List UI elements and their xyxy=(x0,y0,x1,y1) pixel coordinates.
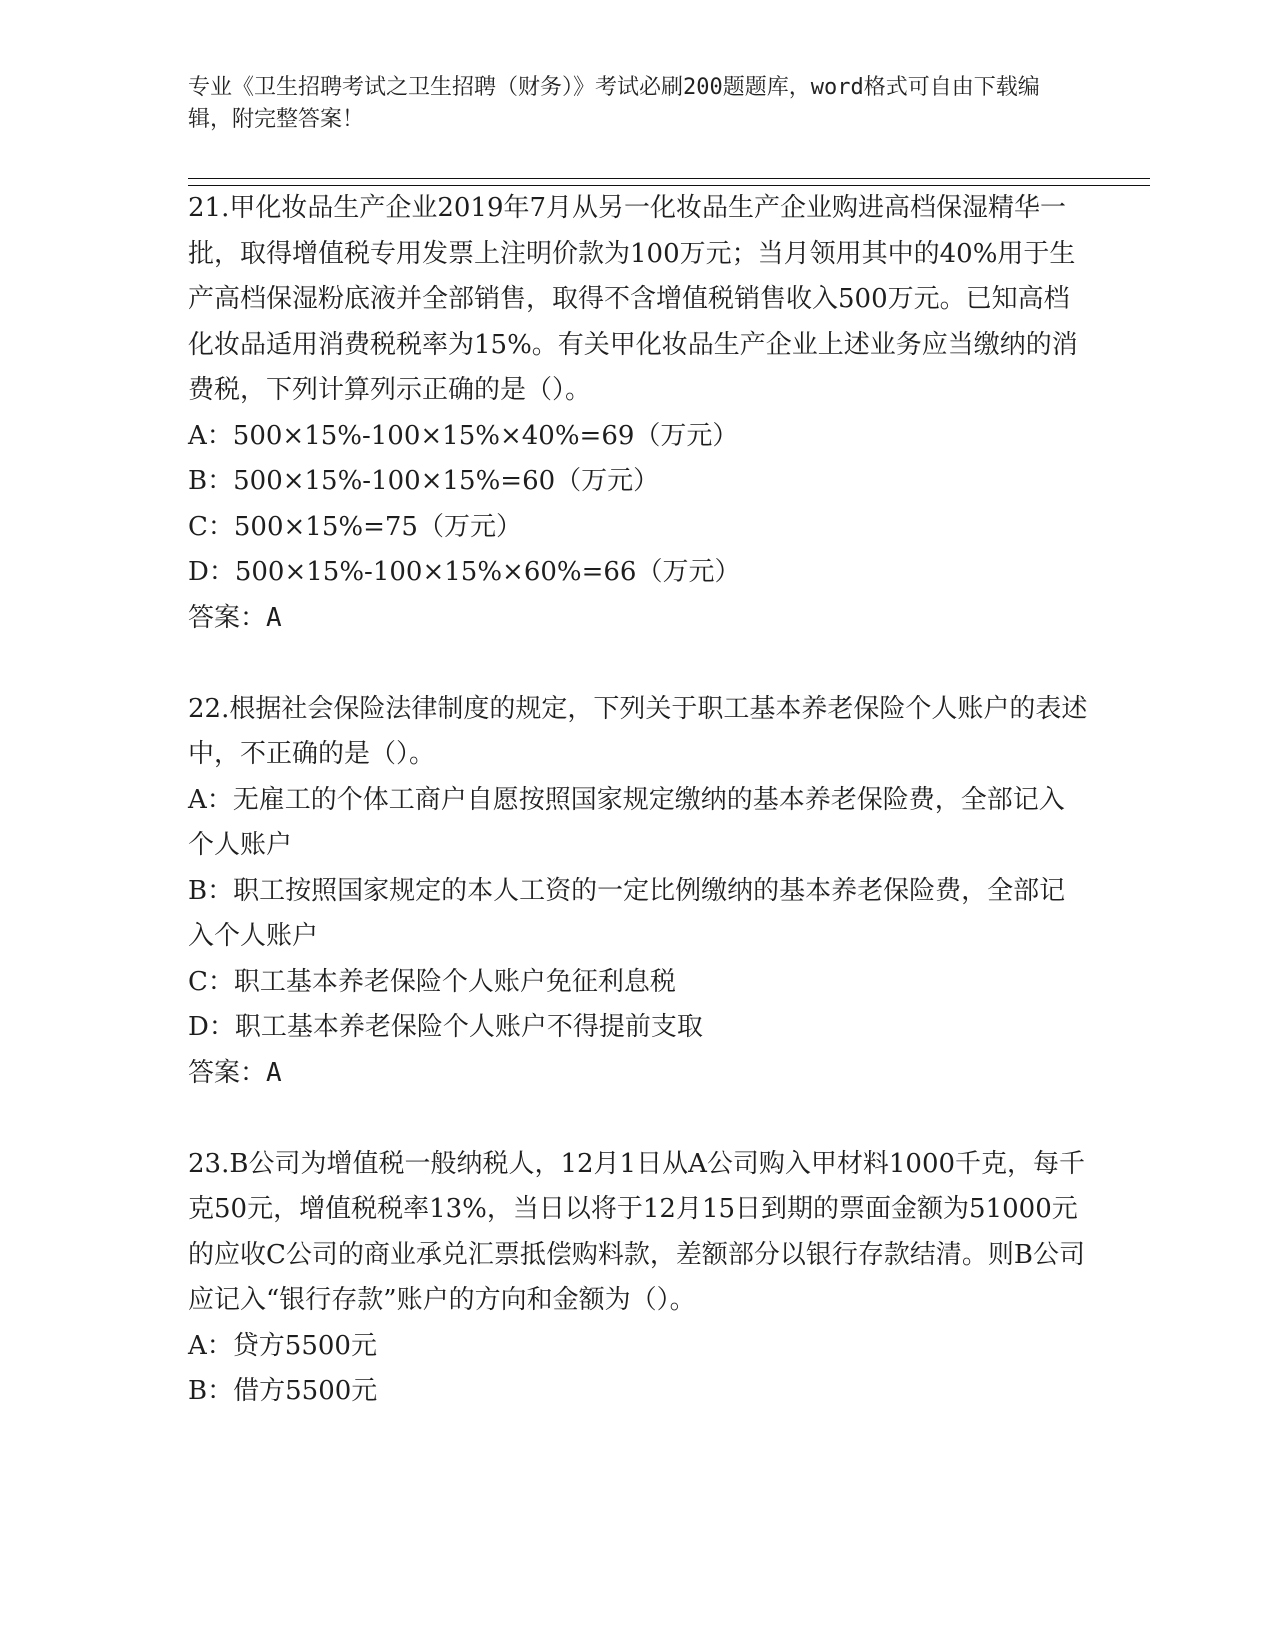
question-21 xyxy=(188,186,1088,641)
header-text: 专业《卫生招聘考试之卫生招聘（财务）》考试必刷200题题库，word格式可自由下载编辑，附完整答案！ xyxy=(188,75,1040,132)
page-header xyxy=(188,72,1068,136)
option-c: C：职工基本养老保险个人账户免征利息税 xyxy=(188,966,676,997)
question-spacer xyxy=(188,641,1088,687)
option-b: B：借方5500元 xyxy=(188,1376,378,1406)
header-divider xyxy=(188,178,1150,186)
option-d: D：职工基本养老保险个人账户不得提前支取 xyxy=(188,1012,703,1042)
question-22 xyxy=(188,687,1088,1097)
question-stem: 23.B公司为增值税一般纳税人，12月1日从A公司购入甲材料1000千克，每千克50元，增值税税率13%，当日以将于12月15日到期的票面金额为51000元的应收C公司的商业承兑汇票抵偿购料款，差额部分以银行存款结清。则B公司应记入“银行存款”账户的方向和金额为（）。 xyxy=(188,1148,1086,1315)
question-stem: 21.甲化妆品生产企业2019年7月从另一化妆品生产企业购进高档保湿精华一批，取得增值税专用发票上注明价款为100万元；当月领用其中的40%用于生产高档保湿粉底液并全部销售，取得不含增值税销售收入500万元。已知高档化妆品适用消费税税率为15%。有关甲化妆品生产企业上述业务应当缴纳的消费税，下列计算列示正确的是（）。 xyxy=(188,193,1078,405)
question-spacer xyxy=(188,1096,1088,1142)
option-c: C：500×15%=75（万元） xyxy=(188,511,522,542)
option-b: B：职工按照国家规定的本人工资的一定比例缴纳的基本养老保险费，全部记入个人账户 xyxy=(188,875,1066,951)
option-b: B：500×15%-100×15%=60（万元） xyxy=(188,466,660,496)
option-a: A：500×15%-100×15%×40%=69（万元） xyxy=(188,420,739,451)
question-list xyxy=(188,186,1088,1415)
option-a: A：无雇工的个体工商户自愿按照国家规定缴纳的基本养老保险费，全部记入个人账户 xyxy=(188,784,1065,860)
answer-line: 答案：A xyxy=(188,1057,282,1088)
option-a: A：贷方5500元 xyxy=(188,1330,377,1361)
question-stem: 22.根据社会保险法律制度的规定，下列关于职工基本养老保险个人账户的表述中，不正确的是（）。 xyxy=(188,693,1088,769)
answer-line: 答案：A xyxy=(188,602,282,633)
question-23 xyxy=(188,1142,1088,1415)
option-d: D：500×15%-100×15%×60%=66（万元） xyxy=(188,557,741,587)
